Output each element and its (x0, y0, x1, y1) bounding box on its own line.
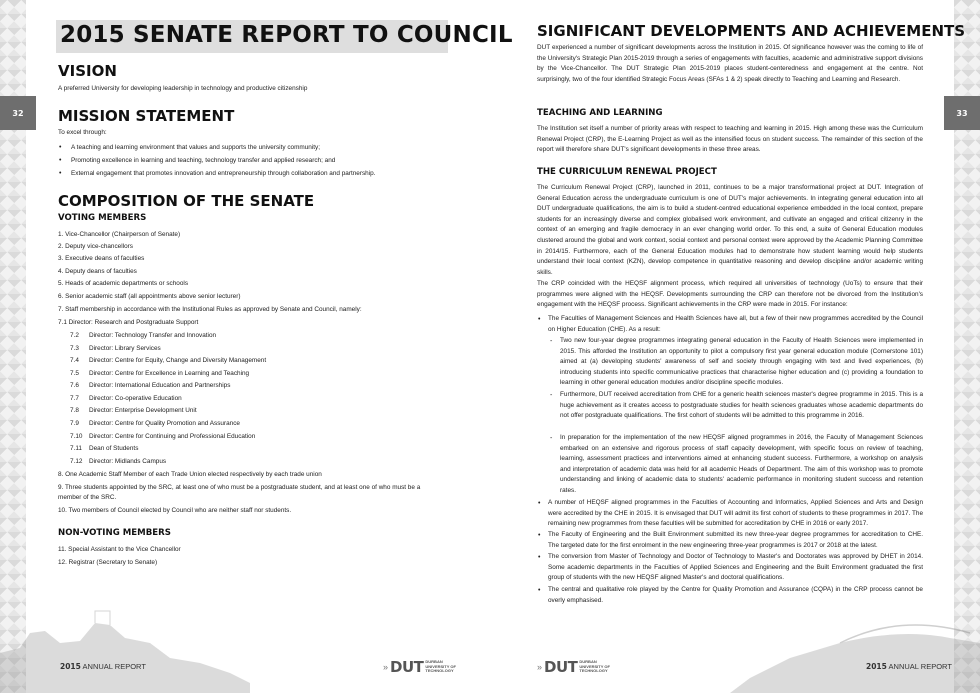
non-voting-members-heading: NON-VOTING MEMBERS (58, 528, 171, 538)
footer-year: 2015 (60, 662, 81, 671)
sub-item-number: 7.12 (70, 458, 83, 465)
dash-icon: - (550, 338, 553, 345)
bullet-icon: • (538, 554, 541, 561)
footer-label: ANNUAL REPORT (888, 662, 952, 671)
logo-line: DURBAN (425, 659, 443, 665)
logo-line: TECHNOLOGY (579, 668, 608, 674)
sub-item-number: 7.5 (70, 370, 79, 377)
sub-item-text: Director: Midlands Campus (89, 458, 167, 465)
curriculum-renewal-paragraph: The Curriculum Renewal Project (CRP), launched in 2011, continues to be a major transformational project at DUT. Integration of General Education across the undergraduate curriculum is one of DUT's major achievements. In integrating general education into all DUT undergraduate qualifications, the aim is to build a student-centred educational experience embedded in the local context, prepare students for an increasingly diverse and complex globalised work environment, and cultivate an engaged and critical citizenry in the context of an emerging and fragile democracy in an ever changing world order. To this end, a suite of General Education modules clustered around the global and work context, social context and personal context were approved by the Academic Planning Committee in 2014/15. Furthermore, each of the General Education modules had to demonstrate how student learning would help students understand their local context (KZN), develop competence in quantitative reasoning and develop discipline and/or academic writing skills. (537, 184, 923, 276)
list-item: 7. Staff membership in accordance with the Institutional Rules as approved by Senate and Council, namely: (58, 306, 362, 313)
list-item: 7.1 Director: Research and Postgraduate Support (58, 319, 199, 326)
sub-item-text: Director: International Education and Partnerships (89, 382, 231, 389)
mission-item: External engagement that promotes innovation and entrepreneurship through collaboration and partnership. (71, 170, 376, 177)
bullet-icon: • (538, 532, 541, 539)
sub-item-number: 7.3 (70, 345, 79, 352)
curriculum-renewal-heading: THE CURRICULUM RENEWAL PROJECT (537, 167, 717, 177)
page-number-tab-right: 33 (944, 96, 980, 130)
list-item: 3. Executive deans of faculties (58, 255, 145, 262)
teaching-learning-heading: TEACHING AND LEARNING (537, 108, 663, 118)
dut-logo-left (383, 658, 456, 676)
dash-item: In preparation for the implementation of the new HEQSF aligned programmes in 2016, the Faculty of Management Sciences embarked on an extensive and rigorous process of staff capacity development, with specific focus on review of teaching, learning, assessment practices and interventions aimed at enhancing student success. Furthermore, a workshop on analysis and interpretation of academic data was held for all academic Heads of Department. The aim of this workshop was to promote understanding and linking of academic data to students' academic performance in monitoring student success and retention rates. (560, 434, 923, 494)
logo-line: UNIVERSITY OF (579, 663, 610, 669)
footer-right (866, 662, 952, 671)
bullet-icon: • (538, 316, 541, 323)
logo-line: TECHNOLOGY (425, 668, 454, 674)
list-item: 9. Three students appointed by the SRC, at least one of who must be a postgraduate student, and at least one of who must be a (58, 484, 421, 491)
list-item: 11. Special Assistant to the Vice Chancellor (58, 546, 181, 553)
teaching-learning-paragraph: The Institution set itself a number of priority areas with respect to teaching and learning in 2015. High among these was the Curriculum Renewal Project (CRP), the E-Learning Project as well as the intensified focus on student success. The remainder of this section of the report will therefore share DUT's significant developments in these three areas. (537, 125, 923, 154)
bullet-icon: • (59, 170, 62, 177)
sub-item-number: 7.9 (70, 420, 79, 427)
sub-item-number: 7.4 (70, 357, 79, 364)
list-item: 6. Senior academic staff (all appointments above senior lecturer) (58, 293, 241, 300)
sub-item-text: Director: Enterprise Development Unit (89, 407, 197, 414)
footer-year: 2015 (866, 662, 887, 671)
sub-item-text: Director: Technology Transfer and Innovation (89, 332, 217, 339)
page-number-tab-left: 32 (0, 96, 36, 130)
bullet-item: A number of HEQSF aligned programmes in the Faculties of Accounting and Informatics, Applied Sciences and Arts and Design were accredited by the CHE in 2015. It is envisaged that DUT will admit its first cohort of students to these programmes in 2017. The remaining new programmes from these faculties will be submitted for accreditation by CHE in 2016 or early 2017. (548, 499, 923, 528)
bullet-item: The Faculties of Management Sciences and Health Sciences have all, but a few of their new programmes accredited by the Council on Higher Education (CHE). As a result: (548, 315, 923, 333)
sub-item-text: Director: Centre for Continuing and Professional Education (89, 433, 256, 440)
bullet-item: The conversion from Master of Technology and Doctor of Technology to Master's and Doctorates was approved by DHET in 2014. Some academic departments in the Faculties of Applied Sciences and Engineering and the Built Environment graduated the first group of students with the new HEQSF aligned Master's and doctoral qualifications. (548, 553, 923, 582)
dash-item: Two new four-year degree programmes integrating general education in the Faculty of Health Sciences were implemented in 2015. This afforded the Institution an opportunity to pilot a compulsory first year general education module (Cornerstone 101) aimed at (a) developing students' awareness of self and society through engaging with text and lived experiences, (b) introducing students into specific communicative practices that characterise higher education and (c) providing a foundation to learning in other general education modules and/or discipline specific modules. (560, 337, 923, 387)
footer-label: ANNUAL REPORT (82, 662, 146, 671)
bullet-icon: • (538, 500, 541, 507)
dut-logo-right (537, 658, 610, 676)
list-item: 10. Two members of Council elected by Council who are neither staff nor students. (58, 507, 292, 514)
bullet-icon: • (59, 144, 62, 151)
composition-heading: COMPOSITION OF THE SENATE (58, 192, 315, 210)
dash-item: Furthermore, DUT received accreditation from CHE for a generic health sciences master's degree programme in 2015. This is a huge achievement as it creates access to postgraduate studies for health sciences graduates whose academic departments do not offer postgraduate qualifications. The first cohort of students will be admitted to this programme in 2016. (560, 391, 923, 420)
bullet-item: The Faculty of Engineering and the Built Environment submitted its new three-year degree programmes for accreditation to CHE. The targeted date for the first enrolment in the new engineering three-year programmes is 2017 or 2018 at the latest. (548, 531, 923, 549)
intro-paragraph: DUT experienced a number of significant developments across the Institution in 2015. Of significance however was the coming to life of the University's Strategic Plan 2015-2019 through a series of engagements with faculties, academic and administrative support divisions by the Vice-Chancellor. The DUT Strategic Plan 2015-2019 places student-centeredness and engagement at the centre. Not surprisingly, two of the four identified Strategic Focus Areas (SFAs 1 & 2) speak directly to Teaching and Learning and Research. (537, 44, 923, 83)
page-title: 2015 SENATE REPORT TO COUNCIL (60, 22, 513, 48)
list-item: 8. One Academic Staff Member of each Trade Union elected respectively by each trade union (58, 471, 322, 478)
significant-developments-heading: SIGNIFICANT DEVELOPMENTS AND ACHIEVEMENTS (537, 22, 966, 40)
logo-line: UNIVERSITY OF (425, 663, 456, 669)
sub-item-number: 7.6 (70, 382, 79, 389)
bullet-item: The central and qualitative role played by the Centre for Quality Promotion and Assurance (CQPA) in the CRP process cannot be overly emphasised. (548, 586, 923, 604)
vision-text: A preferred University for developing leadership in technology and productive citizenship (58, 85, 308, 92)
logo-line: DURBAN (579, 659, 597, 665)
sub-item-number: 7.8 (70, 407, 79, 414)
sub-item-number: 7.10 (70, 433, 83, 440)
mission-intro: To excel through: (58, 129, 107, 136)
list-item: 2. Deputy vice-chancellors (58, 243, 133, 250)
sub-item-number: 7.2 (70, 332, 79, 339)
logo-subtext (579, 660, 610, 674)
sub-item-text: Dean of Students (89, 445, 139, 452)
dash-icon: - (550, 392, 553, 399)
sub-item-number: 7.11 (70, 445, 82, 452)
dash-icon: - (550, 435, 553, 442)
list-item: 5. Heads of academic departments or schools (58, 280, 189, 287)
vision-heading: VISION (58, 62, 117, 80)
mission-heading: MISSION STATEMENT (58, 107, 235, 125)
left-page (56, 0, 513, 693)
mission-item: A teaching and learning environment that values and supports the university community; (71, 144, 321, 151)
sub-item-text: Director: Co-operative Education (89, 395, 182, 402)
list-item: member of the SRC. (58, 494, 117, 501)
bullet-icon: • (59, 157, 62, 164)
chevron-icon: » (537, 662, 543, 672)
campus-skyline-illustration-left (0, 603, 250, 693)
sub-item-text: Director: Centre for Quality Promotion and Assurance (89, 420, 240, 427)
mission-item: Promoting excellence in learning and teaching, technology transfer and applied research; and (71, 157, 336, 164)
list-item: 1. Vice-Chancellor (Chairperson of Senate) (58, 231, 181, 238)
sub-item-text: Director: Library Services (89, 345, 161, 352)
sub-item-number: 7.7 (70, 395, 79, 402)
list-item: 12. Registrar (Secretary to Senate) (58, 559, 158, 566)
hqsf-paragraph: The CRP coincided with the HEQSF alignment process, which required all universities of technology (UoTs) to ensure that their programmes were aligned with the HEQSF. Developments surrounding the CRP can therefore not be divorced from the Institution's engagement with the HEQSF process. Significant achievements in the CRP were made in 2015. For instance: (537, 280, 923, 309)
sub-item-text: Director: Centre for Equity, Change and Diversity Management (89, 357, 267, 364)
logo-subtext (425, 660, 456, 674)
list-item: 4. Deputy deans of faculties (58, 268, 137, 275)
sub-item-text: Director: Centre for Excellence in Learning and Teaching (89, 370, 250, 377)
voting-members-heading: VOTING MEMBERS (58, 213, 147, 223)
footer-left (60, 662, 146, 671)
logo-mark: DUT (544, 658, 578, 676)
chevron-icon: » (383, 662, 389, 672)
logo-mark: DUT (390, 658, 424, 676)
bullet-icon: • (538, 587, 541, 594)
